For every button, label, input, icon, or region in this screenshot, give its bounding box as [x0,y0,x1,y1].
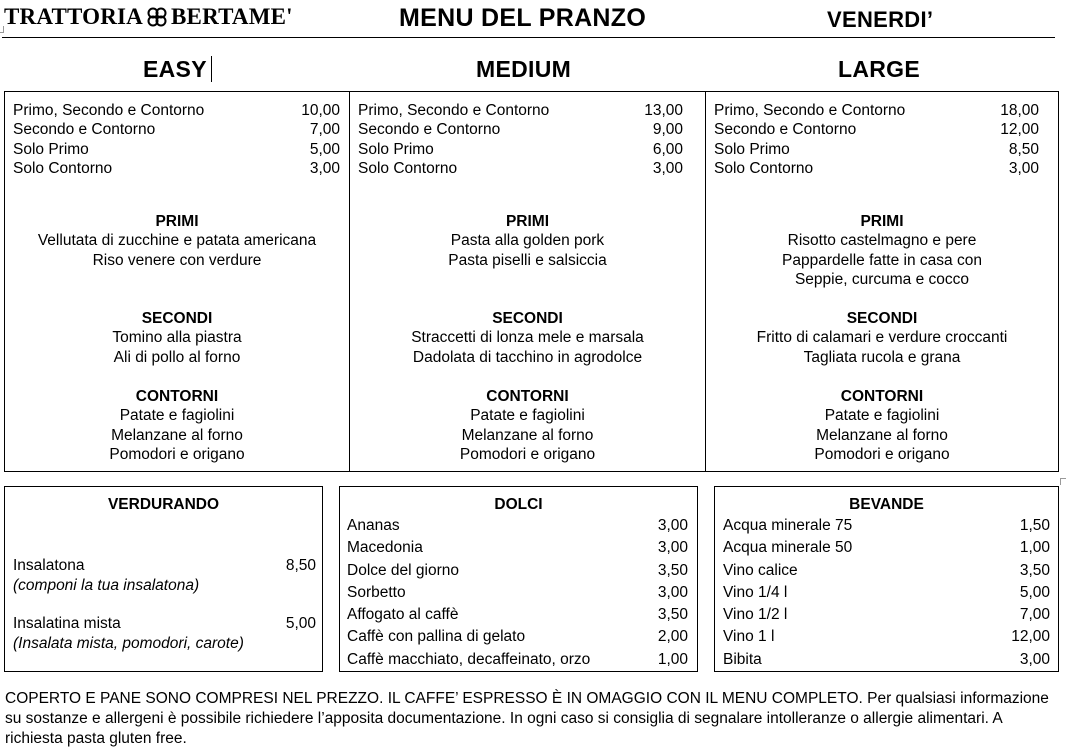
price-label: Secondo e Contorno [714,121,857,139]
price-row [13,101,340,120]
price-row [358,101,683,120]
header-divider [2,37,1055,38]
dish-item: Patate e fagiolini [824,407,940,425]
secondi-section [5,309,349,367]
price-value: 8,50 [1008,140,1039,158]
item-name: Affogato al caffè [347,606,459,624]
bevande-list [723,515,1050,671]
secondi-section [706,309,1058,367]
item-name: Bibita [723,650,762,668]
dish-item: Pomodori e origano [109,446,245,464]
dish-item: Pomodori e origano [814,446,950,464]
item-name: Vino calice [723,561,798,579]
item-name: Caffè macchiato, decaffeinato, orzo [347,650,591,668]
item-name: Insalatona [13,557,85,574]
list-item [347,604,688,626]
item-price: 3,50 [657,606,688,624]
price-label: Primo, Secondo e Contorno [358,102,550,119]
price-value: 9,00 [652,121,683,139]
price-value: 7,00 [309,121,340,139]
item-price: 5,00 [1019,583,1050,601]
primi-section [706,212,1058,290]
knot-emblem-icon [146,6,168,28]
dish-item: Vellutata di zucchine e patata americana [37,232,317,250]
item-name: Macedonia [347,539,423,557]
item-price: 3,00 [657,583,688,601]
contorni-section [706,387,1058,465]
verdurando-item [13,556,316,596]
price-list [13,101,340,179]
price-row [714,120,1039,139]
price-list [358,101,683,179]
secondi-section [350,309,705,367]
price-row [13,159,340,178]
menu-title: MENU DEL PRANZO [399,4,647,32]
dish-item: Tomino alla piastra [112,329,242,347]
price-label: Secondo e Contorno [13,121,156,139]
price-row [714,101,1039,120]
item-name: Dolce del giorno [347,561,460,579]
section-title: PRIMI [155,213,199,230]
section-title: PRIMI [505,213,550,230]
section-title: CONTORNI [840,388,924,405]
dish-item: Pappardelle fatte in casa con [782,251,982,269]
price-value: 18,00 [1000,102,1039,119]
list-item [723,626,1050,648]
item-price: 3,50 [657,561,688,579]
dish-item: Dadolata di tacchino in agrodolce [412,348,643,366]
price-row [13,120,340,139]
price-value: 5,00 [309,140,340,158]
dish-item: Fritto di calamari e verdure croccanti [756,329,1008,347]
section-title: SECONDI [492,310,563,327]
box-title: DOLCI [494,496,543,513]
item-name: Ananas [347,517,400,534]
margin-corner-mark [1060,478,1066,485]
menu-column-medium [349,92,705,471]
price-row [714,159,1039,178]
item-name: Acqua minerale 50 [723,539,853,557]
price-label: Solo Contorno [358,160,458,178]
price-label: Secondo e Contorno [358,121,501,139]
item-price: 8,50 [285,557,316,574]
item-price: 7,00 [1019,606,1050,624]
lunch-menu-table [4,91,1059,472]
dish-item: Pasta piselli e salsiccia [448,251,607,269]
contorni-section [5,387,349,465]
dish-item: Riso venere con verdure [92,251,262,269]
item-row [13,614,316,634]
item-name: Acqua minerale 75 [723,517,853,534]
box-title: BEVANDE [849,496,924,513]
restaurant-logo [4,4,293,30]
verdurando-box [4,486,323,672]
item-price: 1,00 [1019,539,1050,557]
item-price: 1,00 [657,650,688,668]
item-price: 3,00 [657,517,688,534]
logo-text-left: TRATTORIA [4,4,143,29]
size-medium-label: MEDIUM [476,56,572,82]
dish-item: Pomodori e origano [459,446,596,464]
dish-item: Risotto castelmagno e pere [787,232,977,250]
list-item [723,537,1050,559]
dish-item: Ali di pollo al forno [113,348,241,366]
primi-section [350,212,705,270]
item-note: (componi la tua insalatona) [13,577,200,594]
item-price: 3,50 [1019,561,1050,579]
primi-section [5,212,349,270]
section-title: SECONDI [846,310,918,327]
dish-item: Melanzane al forno [461,426,594,444]
price-list [714,101,1039,179]
list-item [723,582,1050,604]
item-name: Vino 1/4 l [723,583,788,601]
dish-item: Patate e fagiolini [119,407,235,425]
item-price: 5,00 [285,615,316,632]
section-title: CONTORNI [135,388,219,405]
dolci-list [347,515,688,671]
price-value: 12,00 [1000,121,1039,139]
price-label: Solo Primo [358,140,434,158]
price-label: Solo Primo [13,140,89,158]
price-label: Solo Contorno [13,160,113,178]
contorni-section [350,387,705,465]
dish-item: Patate e fagiolini [470,407,585,425]
price-label: Primo, Secondo e Contorno [714,102,906,119]
text-cursor [211,56,212,82]
dish-item: Seppie, curcuma e cocco [794,271,970,289]
item-name: Caffè con pallina di gelato [347,628,526,646]
price-label: Solo Primo [714,140,790,158]
price-value: 3,00 [652,160,683,178]
item-name: Insalatina mista [13,615,121,632]
price-value: 10,00 [301,102,340,119]
dish-item: Tagliata rucola e grana [803,348,961,366]
price-value: 6,00 [652,140,683,158]
list-item [723,560,1050,582]
dish-item: Melanzane al forno [816,426,948,444]
list-item [347,537,688,559]
margin-corner-mark [0,26,4,33]
item-name: Sorbetto [347,583,406,601]
list-item [347,649,688,671]
price-label: Primo, Secondo e Contorno [13,102,205,119]
list-item [347,626,688,648]
section-title: PRIMI [860,213,904,230]
price-value: 13,00 [644,102,683,119]
item-price: 3,00 [1019,650,1050,668]
dolci-box [339,486,698,672]
price-row [358,159,683,178]
item-note: (Insalata mista, pomodori, carote) [13,635,244,652]
item-name: Vino 1 l [723,628,775,646]
section-title: SECONDI [141,310,213,327]
item-price: 1,50 [1019,517,1050,534]
item-price: 2,00 [657,628,688,646]
dish-item: Pasta alla golden pork [450,232,605,250]
price-value: 3,00 [1008,160,1039,178]
list-item [347,560,688,582]
list-item [347,582,688,604]
footer-notice: COPERTO E PANE SONO COMPRESI NEL PREZZO. IL CAFFE’ ESPRESSO È IN OMAGGIO CON IL MENU COMPLETO. Per qualsiasi informazione su sostanze e allergeni è possibile richiedere l’apposita documentazione. In ogni caso si consiglia di segnalare intolleranze o allergie alimentari. A richiesta pasta gluten free. [5,690,1049,747]
verdurando-item [13,614,316,654]
bevande-box [714,486,1059,672]
price-row [13,140,340,159]
item-price: 3,00 [657,539,688,557]
section-title: CONTORNI [486,388,569,405]
list-item [723,515,1050,537]
day-label: VENERDI’ [827,7,934,32]
menu-column-large [705,92,1058,471]
price-row [358,140,683,159]
item-row [13,556,316,576]
dish-item: Melanzane al forno [111,426,243,444]
menu-column-easy [5,92,349,471]
item-price: 12,00 [1011,628,1050,646]
size-large-label: LARGE [838,56,920,82]
logo-text-right: BERTAME' [170,4,293,29]
box-title: VERDURANDO [107,496,220,513]
size-easy-label: EASY [143,56,207,82]
list-item [723,649,1050,671]
price-row [714,140,1039,159]
list-item [347,515,688,537]
dish-item: Straccetti di lonza mele e marsala [411,329,644,347]
list-item [723,604,1050,626]
price-row [358,120,683,139]
price-value: 3,00 [309,160,340,178]
item-name: Vino 1/2 l [723,606,788,624]
price-label: Solo Contorno [714,160,814,178]
